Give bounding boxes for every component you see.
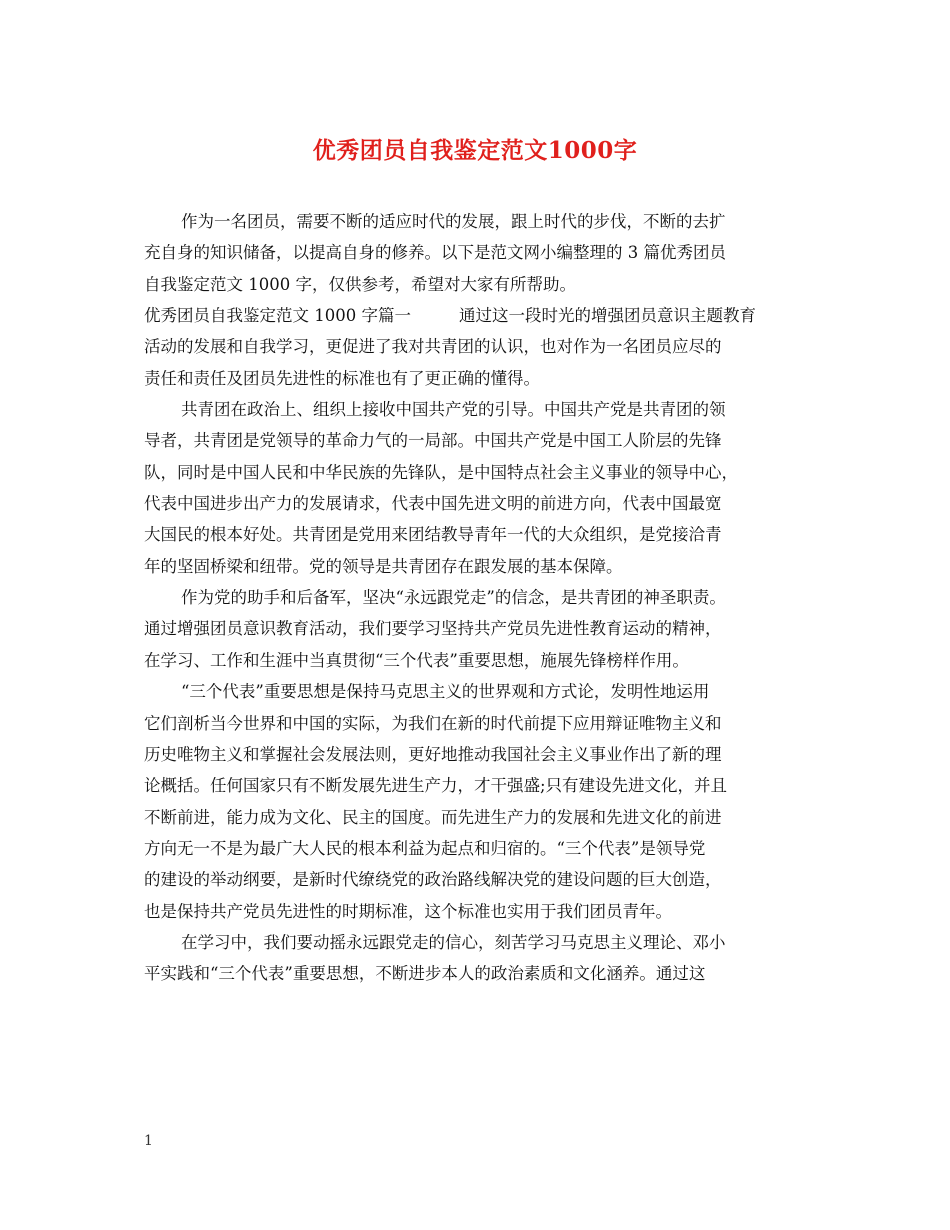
paragraph-line: 方向无一不是为最广大人民的根本利益为起点和归宿的。“三个代表”是领导党	[144, 838, 706, 858]
section-heading-line	[144, 300, 824, 331]
paragraph-line: 不断前进，能力成为文化、民主的国度。而先进生产力的发展和先进文化的前进	[144, 807, 722, 827]
paragraph-line: 代表中国进步出产力的发展请求，代表中国先进文明的前进方向，代表中国最宽	[144, 494, 722, 514]
paragraph-line: 平实践和“三个代表”重要思想，不断进步本人的政治素质和文化涵养。通过这	[144, 964, 706, 984]
paragraph-line: 它们剖析当今世界和中国的实际，为我们在新的时代前提下应用辩证唯物主义和	[144, 713, 722, 733]
paragraph-line: 论概括。任何国家只有不断发展先进生产力，才干强盛;只有建设先进文化，并且	[144, 776, 728, 796]
paragraph-line: 在学习中，我们要动摇永远跟党走的信心，刻苦学习马克思主义理论、邓小	[181, 932, 726, 952]
paragraph-line: 在学习、工作和生涯中当真贯彻“三个代表”重要思想，施展先锋榜样作用。	[144, 650, 689, 670]
paragraph-line: 共青团在政治上、组织上接收中国共产党的引导。中国共产党是共青团的领	[181, 400, 726, 420]
paragraph-line: 活动的发展和自我学习，更促进了我对共青团的认识，也对作为一名团员应尽的	[144, 337, 722, 357]
page-number: 1	[144, 1133, 153, 1149]
paragraph-line: 责任和责任及团员先进性的标准也有了更正确的懂得。	[144, 368, 540, 388]
paragraph-line: 通过这一段时光的增强团员意识主题教育	[458, 306, 756, 326]
paragraph-line: 队，同时是中国人民和中华民族的先锋队，是中国特点社会主义事业的领导中心，	[144, 462, 738, 482]
paragraph-line: 的建设的举动纲要，是新时代缭绕党的政治路线解决党的建设问题的巨大创造，	[144, 870, 722, 890]
section-heading: 优秀团员自我鉴定范文 1000 字篇一	[144, 306, 411, 326]
paragraph-line: 年的坚固桥梁和纽带。党的领导是共青团存在跟发展的基本保障。	[144, 556, 623, 576]
paragraph-line: “三个代表”重要思想是保持马克思主义的世界观和方式论，发明性地运用	[181, 682, 710, 702]
paragraph-line: 作为一名团员，需要不断的适应时代的发展，跟上时代的步伐，不断的去扩	[181, 212, 726, 231]
paragraph-line: 通过增强团员意识教育活动，我们要学习坚持共产党员先进性教育运动的精神，	[144, 619, 722, 639]
document-body	[144, 206, 824, 990]
paragraph-line: 导者，共青团是党领导的革命力气的一局部。中国共产党是中国工人阶层的先锋	[144, 431, 722, 451]
paragraph-line: 也是保持共产党员先进性的时期标准，这个标准也实用于我们团员青年。	[144, 901, 672, 921]
paragraph-line: 充自身的知识储备，以提高自身的修养。以下是范文网小编整理的 3 篇优秀团员	[144, 243, 726, 263]
paragraph-line: 历史唯物主义和掌握社会发展法则，更好地推动我国社会主义事业作出了新的理	[144, 744, 722, 764]
document-title: 优秀团员自我鉴定范文1000字	[312, 137, 638, 164]
paragraph-line: 作为党的助手和后备军，坚决“永远跟党走”的信念，是共青团的神圣职责。	[181, 588, 726, 608]
paragraph-line: 大国民的根本好处。共青团是党用来团结教导青年一代的大众组织，是党接洽青	[144, 525, 722, 545]
paragraph-line: 自我鉴定范文 1000 字，仅供参考，希望对大家有所帮助。	[144, 274, 576, 294]
